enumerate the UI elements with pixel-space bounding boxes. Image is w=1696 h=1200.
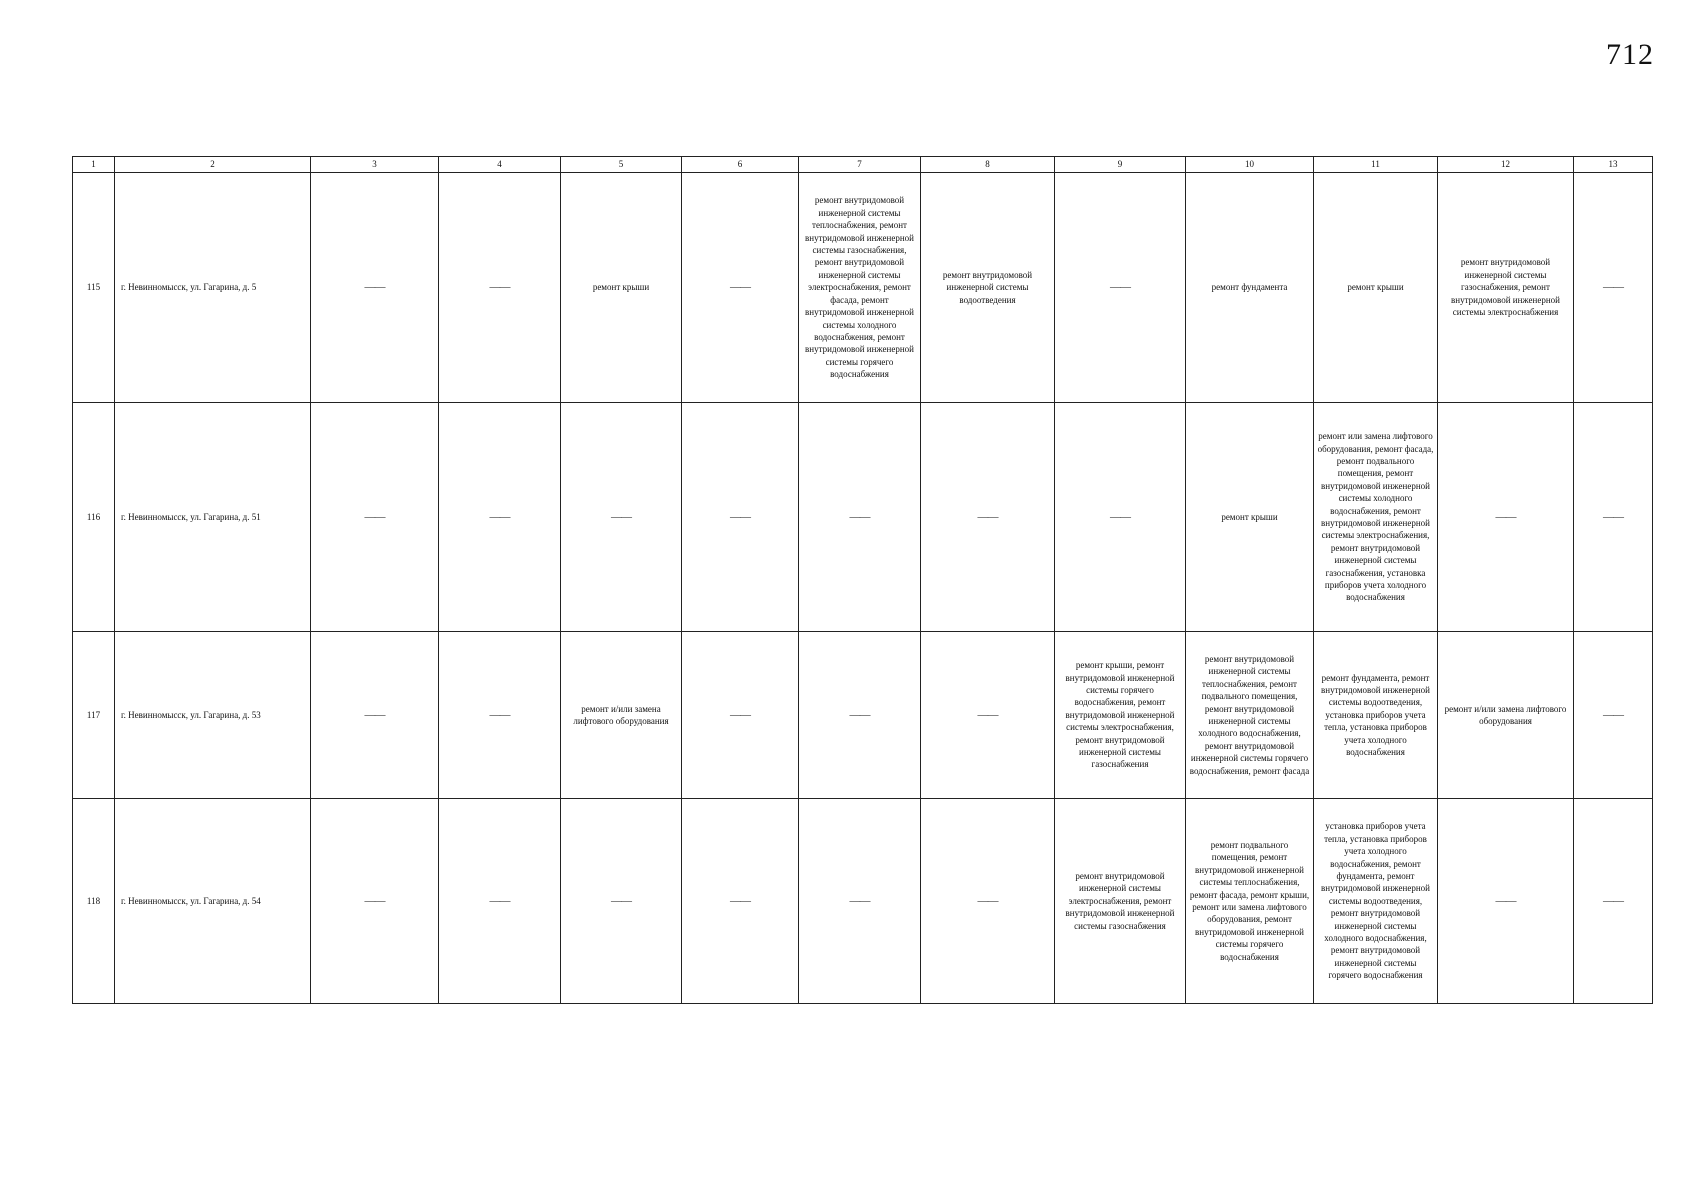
work-cell-col11: ремонт или замена лифтового оборудования, ремонт фасада, ремонт подвального помещения, ремонт внутридомовой инженерной системы холодного водоснабжения, ремонт внутридомовой инженерной системы электроснабжения, ремонт внутридомовой инженерной системы газоснабжения, установка приборов учета холодного водоснабжения (1314, 403, 1438, 632)
work-cell-col8 (921, 403, 1055, 632)
empty-dash: —— (364, 510, 385, 523)
work-cell-col12: ремонт и/или замена лифтового оборудования (1438, 632, 1574, 799)
column-number-2: 2 (115, 157, 311, 173)
column-number-10: 10 (1186, 157, 1314, 173)
work-cell-col5: ремонт и/или замена лифтового оборудования (561, 632, 682, 799)
column-number-header-row (73, 157, 1653, 173)
work-cell-col4 (439, 403, 561, 632)
column-number-5: 5 (561, 157, 682, 173)
work-cell-col4 (439, 799, 561, 1004)
table-row (73, 403, 1653, 632)
work-cell-col3 (311, 632, 439, 799)
empty-dash: —— (1110, 510, 1130, 523)
empty-dash: —— (1110, 281, 1130, 294)
work-cell-col12: ремонт внутридомовой инженерной системы газоснабжения, ремонт внутридомовой инженерной системы электроснабжения (1438, 173, 1574, 403)
work-cell-col5: ремонт крыши (561, 173, 682, 403)
work-cell-col10: ремонт подвального помещения, ремонт внутридомовой инженерной системы теплоснабжения, ремонт фасада, ремонт крыши, ремонт или замена лифтового оборудования, ремонт внутридомовой инженерной системы горячего водоснабжения (1186, 799, 1314, 1004)
empty-dash: —— (1603, 510, 1623, 523)
column-number-12: 12 (1438, 157, 1574, 173)
empty-dash: —— (364, 894, 385, 907)
row-number-cell: 117 (73, 632, 115, 799)
work-cell-col7: ремонт внутридомовой инженерной системы теплоснабжения, ремонт внутридомовой инженерной системы газоснабжения, ремонт внутридомовой инженерной системы электроснабжения, ремонт фасада, ремонт внутридомовой инженерной системы холодного водоснабжения, ремонт внутридомовой инженерной системы горячего водоснабжения (799, 173, 921, 403)
work-cell-col13 (1574, 403, 1653, 632)
work-cell-col9: ремонт внутридомовой инженерной системы электроснабжения, ремонт внутридомовой инженерной системы газоснабжения (1055, 799, 1186, 1004)
work-cell-col10: ремонт фундамента (1186, 173, 1314, 403)
work-cell-col9 (1055, 173, 1186, 403)
work-cell-col12 (1438, 799, 1574, 1004)
empty-dash: —— (1495, 510, 1516, 523)
work-cell-col6 (682, 173, 799, 403)
repair-schedule-table-wrapper (72, 156, 1652, 1004)
work-cell-col5 (561, 403, 682, 632)
repair-schedule-table (72, 156, 1653, 1004)
empty-dash: —— (977, 708, 998, 721)
work-cell-col6 (682, 632, 799, 799)
empty-dash: —— (1495, 894, 1516, 907)
column-number-13: 13 (1574, 157, 1653, 173)
column-number-7: 7 (799, 157, 921, 173)
empty-dash: —— (489, 894, 510, 907)
work-cell-col11: установка приборов учета тепла, установка приборов учета холодного водоснабжения, ремонт фундамента, ремонт внутридомовой инженерной системы водоотведения, ремонт внутридомовой инженерной системы холодного водоснабжения, ремонт внутридомовой инженерной системы горячего водоснабжения (1314, 799, 1438, 1004)
work-cell-col4 (439, 173, 561, 403)
work-cell-col10: ремонт внутридомовой инженерной системы теплоснабжения, ремонт подвального помещения, ремонт внутридомовой инженерной системы холодного водоснабжения, ремонт внутридомовой инженерной системы горячего водоснабжения, ремонт фасада (1186, 632, 1314, 799)
work-cell-col4 (439, 632, 561, 799)
empty-dash: —— (849, 894, 870, 907)
work-cell-col9 (1055, 403, 1186, 632)
work-cell-col7 (799, 632, 921, 799)
table-row (73, 799, 1653, 1004)
address-cell: г. Невинномысск, ул. Гагарина, д. 54 (115, 799, 311, 1004)
work-cell-col3 (311, 173, 439, 403)
empty-dash: —— (730, 281, 750, 294)
empty-dash: —— (489, 281, 510, 294)
column-number-1: 1 (73, 157, 115, 173)
work-cell-col11: ремонт фундамента, ремонт внутридомовой инженерной системы водоотведения, установка приборов учета тепла, установка приборов учета холодного водоснабжения (1314, 632, 1438, 799)
empty-dash: —— (977, 894, 998, 907)
empty-dash: —— (1603, 894, 1623, 907)
empty-dash: —— (849, 708, 870, 721)
work-cell-col13 (1574, 799, 1653, 1004)
empty-dash: —— (730, 708, 750, 721)
column-number-8: 8 (921, 157, 1055, 173)
work-cell-col5 (561, 799, 682, 1004)
empty-dash: —— (730, 894, 750, 907)
work-cell-col9: ремонт крыши, ремонт внутридомовой инженерной системы горячего водоснабжения, ремонт внутридомовой инженерной системы электроснабжения, ремонт внутридомовой инженерной системы газоснабжения (1055, 632, 1186, 799)
work-cell-col8: ремонт внутридомовой инженерной системы водоотведения (921, 173, 1055, 403)
work-cell-col8 (921, 799, 1055, 1004)
work-cell-col8 (921, 632, 1055, 799)
work-cell-col7 (799, 799, 921, 1004)
empty-dash: —— (489, 708, 510, 721)
empty-dash: —— (1603, 708, 1623, 721)
work-cell-col3 (311, 799, 439, 1004)
column-number-3: 3 (311, 157, 439, 173)
row-number-cell: 115 (73, 173, 115, 403)
empty-dash: —— (1603, 281, 1623, 294)
empty-dash: —— (977, 510, 998, 523)
work-cell-col12 (1438, 403, 1574, 632)
work-cell-col10: ремонт крыши (1186, 403, 1314, 632)
work-cell-col7 (799, 403, 921, 632)
empty-dash: —— (849, 510, 870, 523)
empty-dash: —— (364, 708, 385, 721)
empty-dash: —— (730, 510, 750, 523)
row-number-cell: 118 (73, 799, 115, 1004)
empty-dash: —— (489, 510, 510, 523)
page-number: 712 (1606, 38, 1654, 71)
work-cell-col3 (311, 403, 439, 632)
work-cell-col6 (682, 799, 799, 1004)
work-cell-col13 (1574, 632, 1653, 799)
column-number-11: 11 (1314, 157, 1438, 173)
column-number-4: 4 (439, 157, 561, 173)
address-cell: г. Невинномысск, ул. Гагарина, д. 51 (115, 403, 311, 632)
table-row (73, 632, 1653, 799)
column-number-9: 9 (1055, 157, 1186, 173)
table-row (73, 173, 1653, 403)
address-cell: г. Невинномысск, ул. Гагарина, д. 5 (115, 173, 311, 403)
column-number-6: 6 (682, 157, 799, 173)
empty-dash: —— (611, 510, 631, 523)
empty-dash: —— (364, 281, 385, 294)
address-cell: г. Невинномысск, ул. Гагарина, д. 53 (115, 632, 311, 799)
empty-dash: —— (611, 894, 631, 907)
work-cell-col11: ремонт крыши (1314, 173, 1438, 403)
work-cell-col13 (1574, 173, 1653, 403)
work-cell-col6 (682, 403, 799, 632)
row-number-cell: 116 (73, 403, 115, 632)
